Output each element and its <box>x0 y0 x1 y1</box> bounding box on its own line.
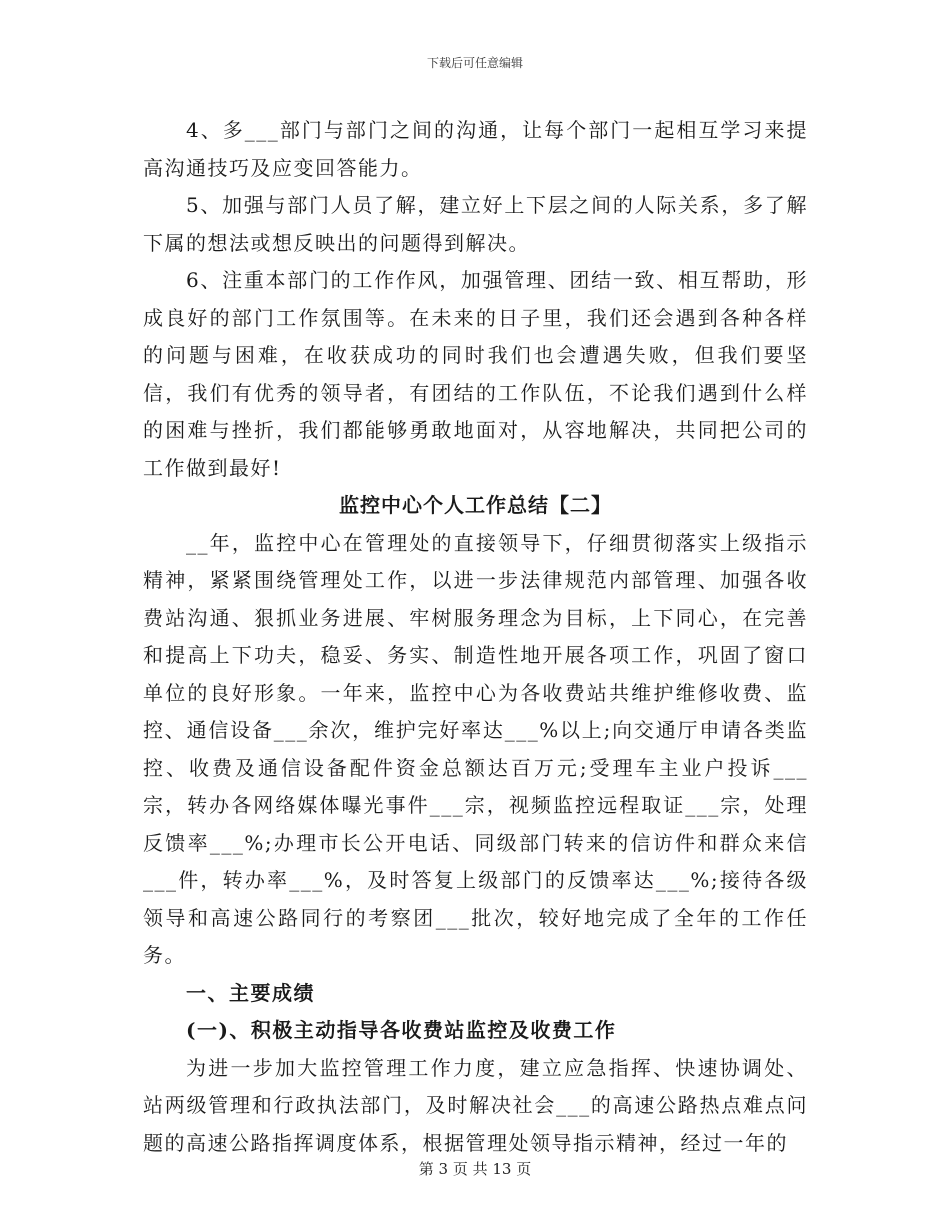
page-number-footer: 第 3 页 共 13 页 <box>418 1160 532 1178</box>
page-header-note: 下载后可任意编辑 <box>426 56 523 70</box>
paragraph-item-5: 5、加强与部门人员了解，建立好上下层之间的人际关系，多了解下属的想法或想反映出的问题得到解决。 <box>143 193 808 255</box>
body-paragraph-1: 为进一步加大监控管理工作力度，建立应急指挥、快速协调处、站两级管理和行政执法部门，及时解决社会___的高速公路热点难点问题的高速公路指挥调度体系，根据管理处领导指示精神，经过一年的 <box>143 1055 808 1155</box>
document-body <box>143 112 808 1162</box>
section-heading-main-achievements: 一、主要成绩 <box>186 980 315 1005</box>
section-title: 监控中心个人工作总结【二】 <box>339 493 612 517</box>
paragraph-item-6: 6、注重本部门的工作作风，加强管理、团结一致、相互帮助，形成良好的部门工作氛围等。在未来的日子里，我们还会遇到各种各样的问题与困难，在收获成功的同时我们也会遭遇失败，但我们要坚信，我们有优秀的领导者，有团结的工作队伍，不论我们遇到什么样的困难与挫折，我们都能够勇敢地面对，从容地解决，共同把公司的工作做到最好! <box>143 268 808 480</box>
intro-paragraph: __年，监控中心在管理处的直接领导下，仔细贯彻落实上级指示精神，紧紧围绕管理处工作，以进一步法律规范内部管理、加强各收费站沟通、狠抓业务进展、牢树服务理念为目标，上下同心，在完善和提高上下功夫，稳妥、务实、制造性地开展各项工作，巩固了窗口单位的良好形象。一年来，监控中心为各收费站共维护维修收费、监控、通信设备___余次，维护完好率达___%以上;向交通厅申请各类监控、收费及通信设备配件资金总额达百万元;受理车主业户投诉___宗，转办各网络媒体曝光事件___宗，视频监控远程取证___宗，处理反馈率___%;办理市长公开电话、同级部门转来的信访件和群众来信___件，转办率___%，及时答复上级部门的反馈率达___%;接待各级领导和高速公路同行的考察团___批次，较好地完成了全年的工作任务。 <box>143 530 808 967</box>
paragraph-item-4: 4、多___部门与部门之间的沟通，让每个部门一起相互学习来提高沟通技巧及应变回答能力。 <box>143 118 808 180</box>
subsection-heading-1: (一)、积极主动指导各收费站监控及收费工作 <box>186 1018 617 1042</box>
